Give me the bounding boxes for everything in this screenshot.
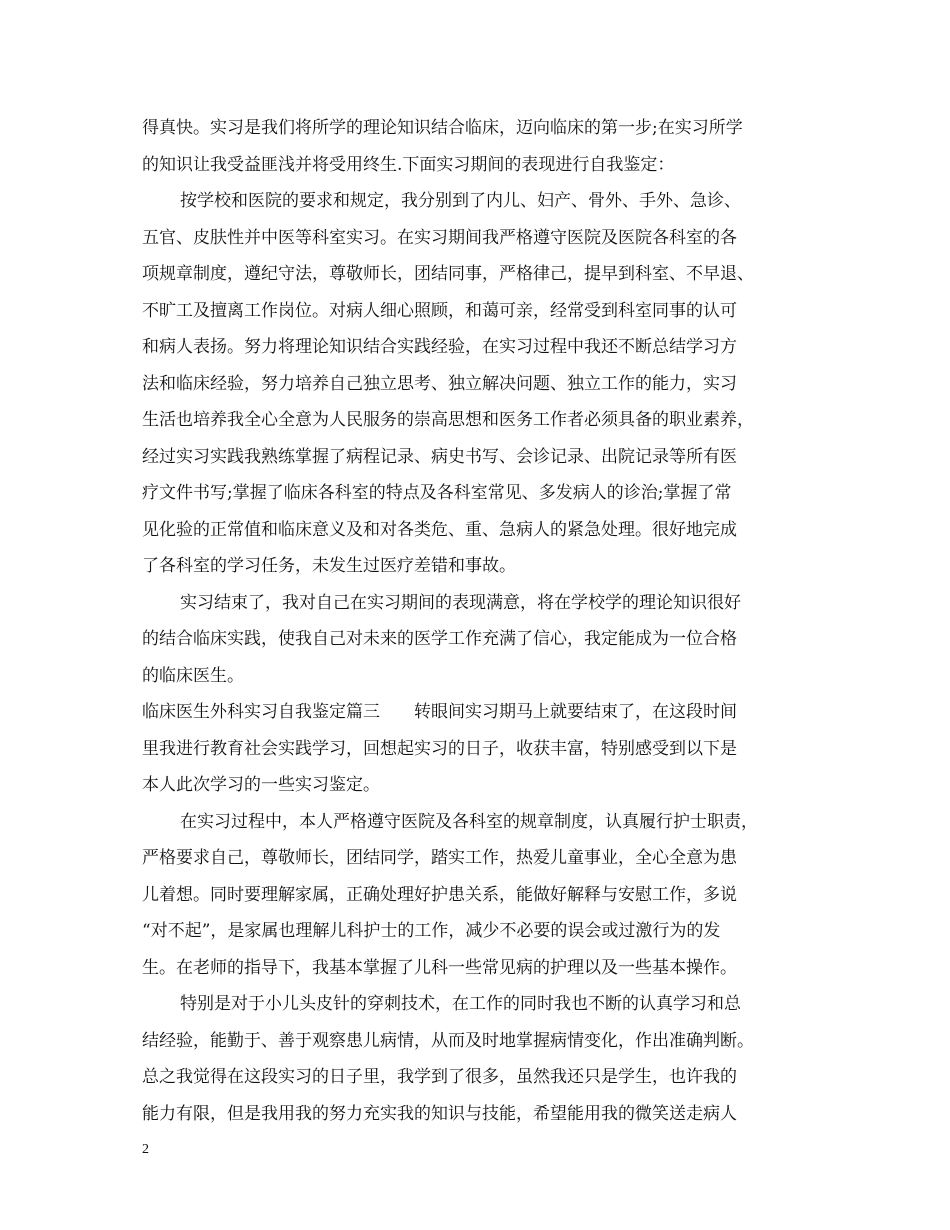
body-text-line: 见化验的正常值和临床意义及和对各类危、重、急病人的紧急处理。很好地完成: [142, 520, 737, 540]
body-text-line: 不旷工及擅离工作岗位。对病人细心照顾，和蔼可亲，经常受到科室同事的认可: [142, 301, 737, 321]
body-text-line: 的临床医生。: [142, 666, 244, 686]
paragraph-first-line: 按学校和医院的要求和规定，我分别到了内儿、妇产、骨外、手外、急诊、: [180, 191, 741, 211]
body-text-line: 的结合临床实践，使我自己对未来的医学工作充满了信心，我定能成为一位合格: [142, 629, 737, 649]
body-text-line: 的知识让我受益匪浅并将受用终生.下面实习期间的表现进行自我鉴定：: [142, 155, 675, 175]
body-text-line: 严格要求自己，尊敬师长，团结同学，踏实工作，热爱儿童事业，全心全意为患: [142, 848, 737, 868]
body-text-line: 了各科室的学习任务，未发生过医疗差错和事故。: [142, 556, 516, 576]
body-text-line: “对不起”，是家属也理解儿科护士的工作，减少不必要的误会或过激行为的发: [142, 921, 721, 941]
page-number: 2: [142, 1142, 149, 1157]
body-text-line: 五官、皮肤性并中医等科室实习。在实习期间我严格遵守医院及医院各科室的各: [142, 228, 737, 248]
body-text-line: 能力有限，但是我用我的努力充实我的知识与技能，希望能用我的微笑送走病人: [142, 1104, 737, 1124]
body-text-line: 生。在老师的指导下，我基本掌握了儿科一些常见病的护理以及一些基本操作。: [142, 958, 737, 978]
body-text-line: 和病人表扬。努力将理论知识结合实践经验，在实习过程中我还不断总结学习方: [142, 337, 737, 357]
body-text-line: 法和临床经验，努力培养自己独立思考、独立解决问题、独立工作的能力，实习: [142, 374, 737, 394]
body-text-line: 得真快。实习是我们将所学的理论知识结合临床，迈向临床的第一步;在实习所学: [142, 118, 743, 138]
body-text-line: 生活也培养我全心全意为人民服务的崇高思想和医务工作者必须具备的职业素养，: [142, 410, 754, 430]
body-text-line: 儿着想。同时要理解家属，正确处理好护患关系，能做好解释与安慰工作，多说: [142, 885, 737, 905]
body-text-line: 总之我觉得在这段实习的日子里，我学到了很多，虽然我还只是学生，也许我的: [142, 1067, 737, 1087]
body-text-line: 经过实习实践我熟练掌握了病程记录、病史书写、会诊记录、出院记录等所有医: [142, 447, 737, 467]
paragraph-first-line: 实习结束了，我对自己在实习期间的表现满意，将在学校学的理论知识很好: [180, 593, 741, 613]
paragraph-first-line: 在实习过程中，本人严格遵守医院及各科室的规章制度，认真履行护士职责，: [180, 812, 758, 832]
body-text-line: 里我进行教育社会实践学习，回想起实习的日子，收获丰富，特别感受到以下是: [142, 739, 737, 759]
paragraph-first-line: 特别是对于小儿头皮针的穿刺技术，在工作的同时我也不断的认真学习和总: [180, 994, 741, 1014]
body-text-line: 疗文件书写;掌握了临床各科室的特点及各科室常见、多发病人的诊治;掌握了常: [142, 483, 732, 503]
body-text-line: 本人此次学习的一些实习鉴定。: [142, 775, 380, 795]
body-text-line: 项规章制度，遵纪守法，尊敬师长，团结同事，严格律己，提早到科室、不早退、: [142, 264, 754, 284]
section-heading-line: 临床医生外科实习自我鉴定篇三 转眼间实习期马上就要结束了，在这段时间: [142, 702, 737, 722]
body-text-line: 结经验，能勤于、善于观察患儿病情，从而及时地掌握病情变化，作出准确判断。: [142, 1031, 754, 1051]
